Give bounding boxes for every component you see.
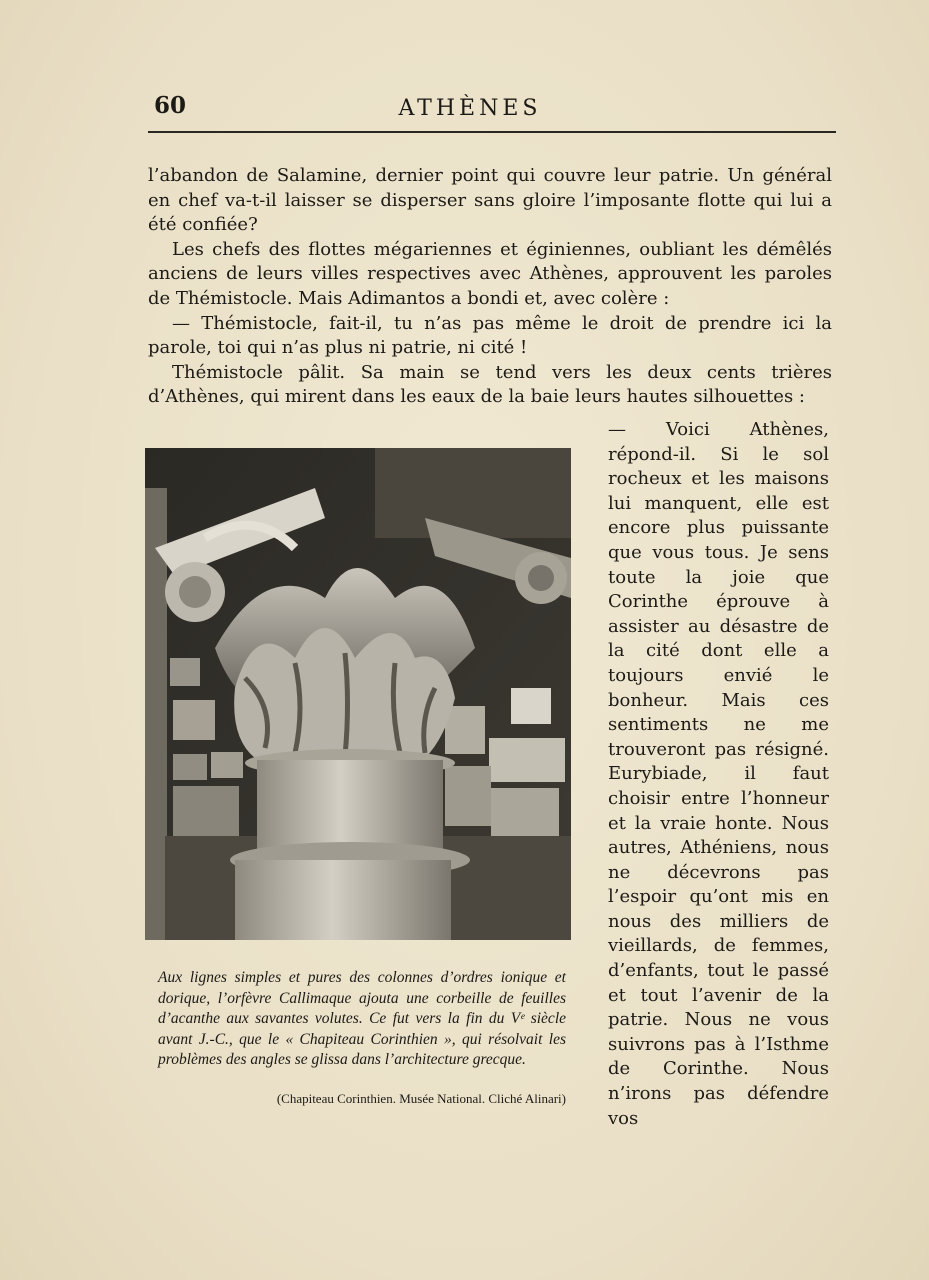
- body-text: [148, 164, 832, 410]
- paragraph-2: Les chefs des flottes mégariennes et éginiennes, oubliant les démêlés anciens de leurs villes respectives avec Athènes, approuvent les paroles de Thémistocle. Mais Adimantos a bondi et, avec colère :: [148, 238, 832, 309]
- header-rule: [148, 131, 836, 133]
- corinthian-capital-photo: [145, 448, 571, 940]
- page-number: 60: [154, 92, 187, 119]
- paragraph-1: l’abandon de Salamine, dernier point qui couvre leur patrie. Un général en chef va-t-il laisser se disperser sans gloire l’imposante flotte qui lui a été confiée?: [148, 165, 832, 236]
- figure-caption: Aux lignes simples et pures des colonnes d’ordres ionique et dorique, l’orfèvre Callimaque ajouta une corbeille de feuilles d’acanthe aux savantes volutes. Ce fut vers la fin du Vᵉ siècle avant J.-C., que le « Chapiteau Corinthien », qui résolvait les problèmes des angles se glissa dans l’architecture grecque.: [158, 969, 566, 1068]
- paragraph-3: — Thémistocle, fait-il, tu n’as pas même le droit de prendre ici la parole, toi qui n’as plus ni patrie, ni cité !: [148, 312, 832, 359]
- corinthian-capital-illustration: [145, 448, 571, 940]
- paragraph-4: Thémistocle pâlit. Sa main se tend vers les deux cents trières d’Athènes, qui mirent dans les eaux de la baie leurs hautes silhouettes :: [148, 361, 832, 408]
- photo-credit: (Chapiteau Corinthien. Musée National. Cliché Alinari): [276, 1091, 566, 1106]
- side-column-text: [608, 418, 829, 1131]
- running-title: ATHÈNES: [398, 96, 542, 121]
- side-column-paragraph: — Voici Athènes, répond-il. Si le sol rocheux et les maisons lui manquent, elle est encore plus puissante que vous tous. Je sens toute la joie que Corinthe éprouve à assister au désastre de la cité dont elle a toujours envié le bonheur. Mais ces sentiments ne me trouveront pas résigné. Eurybiade, il faut choisir entre l’honneur et la vraie honte. Nous autres, Athéniens, nous ne décevrons pas l’espoir qu’ont mis en nous des milliers de vieillards, de femmes, d’enfants, tout le passé et tout l’avenir de la patrie. Nous ne vous suivrons pas à l’Isthme de Corinthe. Nous n’irons pas défendre vos: [608, 419, 829, 1129]
